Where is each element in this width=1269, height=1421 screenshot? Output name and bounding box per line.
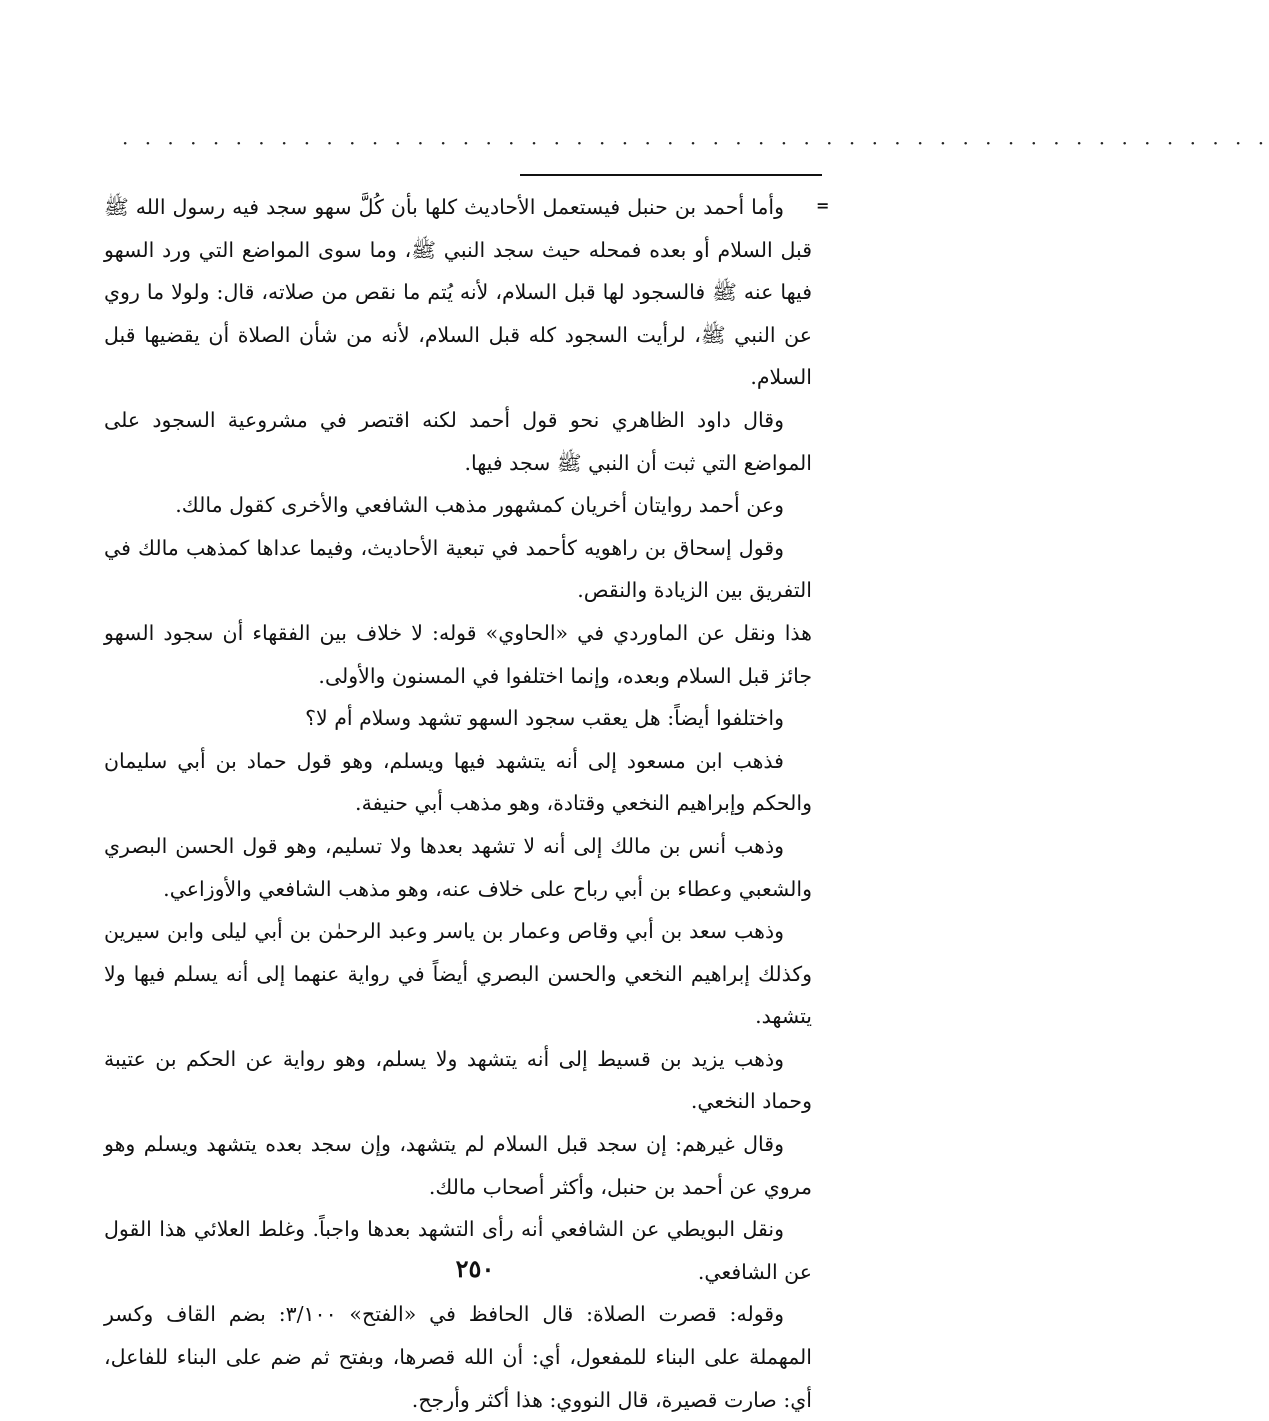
paragraph: وعن أحمد روايتان أخريان كمشهور مذهب الشافعي والأخرى كقول مالك. bbox=[175, 493, 784, 518]
paragraph: فذهب ابن مسعود إلى أنه يتشهد فيها ويسلم، وهو قول حماد بن أبي سليمان والحكم وإبراهيم النخعي وقتادة، وهو مذهب أبي حنيفة. bbox=[104, 748, 812, 816]
footnote-body bbox=[104, 186, 812, 1421]
paragraph: وأما أحمد بن حنبل فيستعمل الأحاديث كلها بأن كُلَّ سهو سجد فيه رسول الله ﷺ قبل السلام أو بعده فمحله حيث سجد النبي ﷺ، وما سوى المواضع التي ورد السهو فيها عنه ﷺ فالسجود لها قبل السلام، لأنه يُتم ما نقص من صلاته، قال: ولولا ما روي عن النبي ﷺ، لرأيت السجود كله قبل السلام، لأنه من شأن الصلاة أن يقضيها قبل السلام. bbox=[104, 195, 812, 390]
paragraph: هذا ونقل عن الماوردي في «الحاوي» قوله: لا خلاف بين الفقهاء أن سجود السهو جائز قبل السلام وبعده، وإنما اختلفوا في المسنون والأولى. bbox=[104, 620, 812, 688]
paragraph: وقوله: قصرت الصلاة: قال الحافظ في «الفتح» ٣/١٠٠: بضم القاف وكسر المهملة على البناء للمفعول، أي: أن الله قصرها، وبفتح ثم ضم على البناء للفاعل، أي: صارت قصيرة، قال النووي: هذا أكثر وأرجح. bbox=[104, 1302, 812, 1412]
paragraph: وقال غيرهم: إن سجد قبل السلام لم يتشهد، وإن سجد بعده يتشهد ويسلم وهو مروي عن أحمد بن حنبل، وأكثر أصحاب مالك. bbox=[104, 1132, 812, 1199]
paragraph: ونقل البويطي عن الشافعي أنه رأى التشهد بعدها واجباً. وغلط العلائي هذا القول عن الشافعي. bbox=[104, 1217, 812, 1284]
paragraph: وذهب أنس بن مالك إلى أنه لا تشهد بعدها ولا تسليم، وهو قول الحسن البصري والشعبي وعطاء بن أبي رباح على خلاف عنه، وهو مذهب الشافعي والأوزاعي. bbox=[104, 833, 812, 901]
paragraph: واختلفوا أيضاً: هل يعقب سجود السهو تشهد وسلام أم لا؟ bbox=[305, 706, 784, 731]
footnote-separator-dots: · · · · · · · · · · · · · · · · · · · · · · · · · · · · · · · · · · · · · · · · · · · · · · · · · · · bbox=[122, 131, 1269, 155]
paragraph: وذهب سعد بن أبي وقاص وعمار بن ياسر وعبد الرحمٰن بن أبي ليلى وابن سيرين وكذلك إبراهيم النخعي والحسن البصري أيضاً في رواية عنهما إلى أنه يسلم فيها ولا يتشهد. bbox=[104, 919, 812, 1029]
page-number: ٢٥٠ bbox=[455, 1254, 495, 1283]
paragraph: وذهب يزيد بن قسيط إلى أنه يتشهد ولا يسلم، وهو رواية عن الحكم بن عتيبة وحماد النخعي. bbox=[104, 1046, 812, 1114]
footnote-rule bbox=[520, 174, 822, 176]
paragraph: وقول إسحاق بن راهويه كأحمد في تبعية الأحاديث، وفيما عداها كمذهب مالك في التفريق بين الزيادة والنقص. bbox=[104, 535, 812, 603]
continuation-mark: = bbox=[816, 196, 830, 215]
paragraph: وقال داود الظاهري نحو قول أحمد لكنه اقتصر في مشروعية السجود على المواضع التي ثبت أن النبي ﷺ سجد فيها. bbox=[104, 407, 812, 475]
